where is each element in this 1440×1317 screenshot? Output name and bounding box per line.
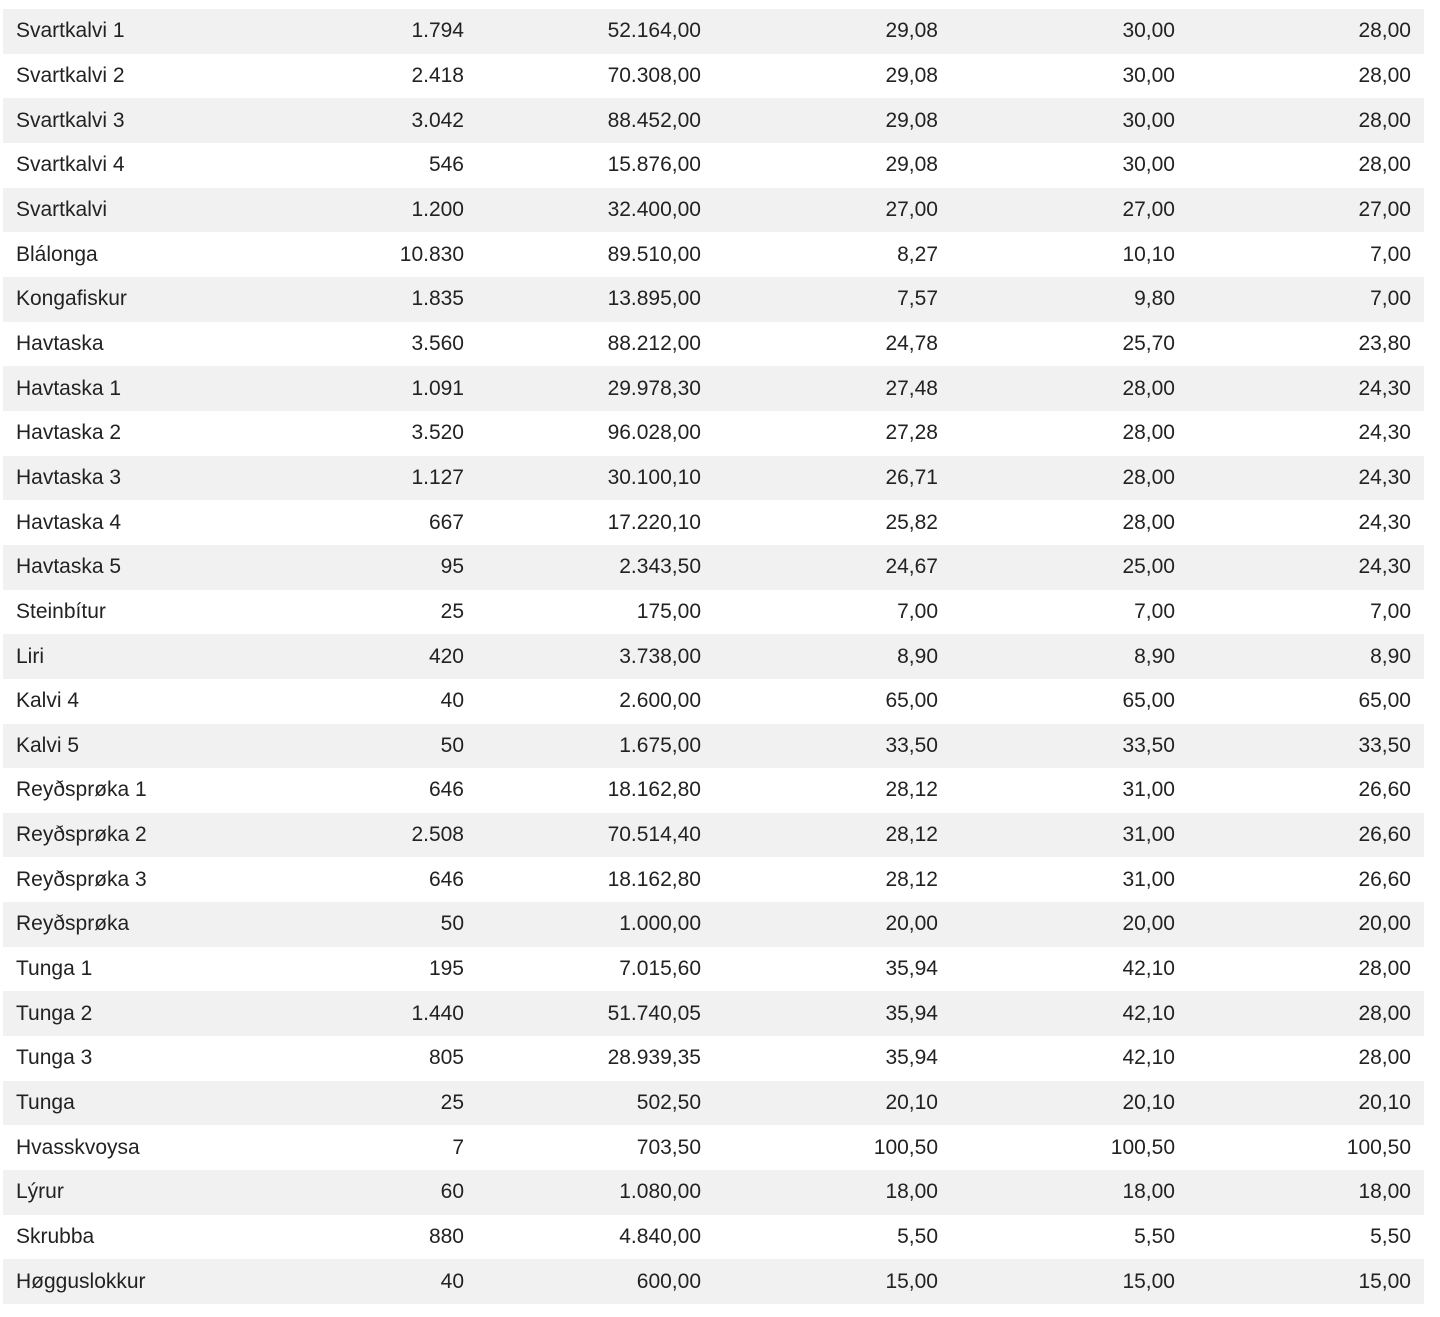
table-row [3,500,1424,545]
total-value-cell: 15.876,00 [477,143,714,188]
table-row [3,232,1424,277]
fish-prices-table [3,9,1424,1304]
average-price-cell: 35,94 [714,1036,951,1081]
table-row [3,456,1424,501]
average-price-cell: 35,94 [714,947,951,992]
max-price-cell: 18,00 [951,1170,1188,1215]
max-price-cell: 28,00 [951,456,1188,501]
species-cell: Blálonga [3,232,240,277]
total-value-cell: 1.080,00 [477,1170,714,1215]
min-price-cell: 15,00 [1188,1259,1424,1304]
species-cell: Svartkalvi [3,188,240,233]
species-cell: Høgguslokkur [3,1259,240,1304]
species-cell: Havtaska 1 [3,366,240,411]
quantity-cell: 25 [240,590,477,635]
table-row [3,1170,1424,1215]
species-cell: Liri [3,634,240,679]
average-price-cell: 5,50 [714,1215,951,1260]
table-row [3,813,1424,858]
average-price-cell: 27,28 [714,411,951,456]
quantity-cell: 50 [240,724,477,769]
quantity-cell: 880 [240,1215,477,1260]
table-body [3,9,1424,1304]
max-price-cell: 42,10 [951,991,1188,1036]
total-value-cell: 88.452,00 [477,98,714,143]
max-price-cell: 30,00 [951,9,1188,54]
max-price-cell: 8,90 [951,634,1188,679]
min-price-cell: 23,80 [1188,322,1424,367]
quantity-cell: 546 [240,143,477,188]
table-row [3,1125,1424,1170]
total-value-cell: 88.212,00 [477,322,714,367]
species-cell: Kalvi 5 [3,724,240,769]
quantity-cell: 195 [240,947,477,992]
table-row [3,590,1424,635]
average-price-cell: 100,50 [714,1125,951,1170]
total-value-cell: 18.162,80 [477,768,714,813]
average-price-cell: 27,00 [714,188,951,233]
species-cell: Kalvi 4 [3,679,240,724]
quantity-cell: 1.091 [240,366,477,411]
quantity-cell: 1.200 [240,188,477,233]
total-value-cell: 28.939,35 [477,1036,714,1081]
average-price-cell: 25,82 [714,500,951,545]
total-value-cell: 18.162,80 [477,857,714,902]
max-price-cell: 30,00 [951,54,1188,99]
quantity-cell: 3.520 [240,411,477,456]
table-row [3,1036,1424,1081]
quantity-cell: 95 [240,545,477,590]
max-price-cell: 25,00 [951,545,1188,590]
max-price-cell: 33,50 [951,724,1188,769]
species-cell: Kongafiskur [3,277,240,322]
total-value-cell: 96.028,00 [477,411,714,456]
quantity-cell: 10.830 [240,232,477,277]
quantity-cell: 2.508 [240,813,477,858]
total-value-cell: 30.100,10 [477,456,714,501]
species-cell: Steinbítur [3,590,240,635]
species-cell: Reyðsprøka 1 [3,768,240,813]
min-price-cell: 28,00 [1188,98,1424,143]
min-price-cell: 33,50 [1188,724,1424,769]
average-price-cell: 35,94 [714,991,951,1036]
min-price-cell: 8,90 [1188,634,1424,679]
quantity-cell: 40 [240,1259,477,1304]
max-price-cell: 65,00 [951,679,1188,724]
total-value-cell: 70.308,00 [477,54,714,99]
species-cell: Hvasskvoysa [3,1125,240,1170]
quantity-cell: 50 [240,902,477,947]
max-price-cell: 25,70 [951,322,1188,367]
min-price-cell: 26,60 [1188,857,1424,902]
quantity-cell: 1.440 [240,991,477,1036]
average-price-cell: 29,08 [714,9,951,54]
species-cell: Reyðsprøka 2 [3,813,240,858]
quantity-cell: 667 [240,500,477,545]
species-cell: Svartkalvi 2 [3,54,240,99]
min-price-cell: 18,00 [1188,1170,1424,1215]
total-value-cell: 1.675,00 [477,724,714,769]
min-price-cell: 24,30 [1188,456,1424,501]
average-price-cell: 29,08 [714,143,951,188]
quantity-cell: 646 [240,768,477,813]
species-cell: Reyðsprøka [3,902,240,947]
table-row [3,9,1424,54]
table-row [3,857,1424,902]
species-cell: Skrubba [3,1215,240,1260]
average-price-cell: 26,71 [714,456,951,501]
average-price-cell: 8,27 [714,232,951,277]
max-price-cell: 28,00 [951,366,1188,411]
max-price-cell: 28,00 [951,411,1188,456]
min-price-cell: 65,00 [1188,679,1424,724]
max-price-cell: 42,10 [951,1036,1188,1081]
table-row [3,724,1424,769]
total-value-cell: 70.514,40 [477,813,714,858]
species-cell: Lýrur [3,1170,240,1215]
table-row [3,411,1424,456]
min-price-cell: 5,50 [1188,1215,1424,1260]
min-price-cell: 7,00 [1188,277,1424,322]
table-row [3,143,1424,188]
average-price-cell: 8,90 [714,634,951,679]
total-value-cell: 4.840,00 [477,1215,714,1260]
table-row [3,902,1424,947]
species-cell: Havtaska [3,322,240,367]
max-price-cell: 42,10 [951,947,1188,992]
table-row [3,947,1424,992]
species-cell: Tunga 3 [3,1036,240,1081]
average-price-cell: 65,00 [714,679,951,724]
average-price-cell: 33,50 [714,724,951,769]
max-price-cell: 31,00 [951,813,1188,858]
total-value-cell: 17.220,10 [477,500,714,545]
max-price-cell: 5,50 [951,1215,1188,1260]
total-value-cell: 32.400,00 [477,188,714,233]
table-row [3,1259,1424,1304]
table-row [3,768,1424,813]
max-price-cell: 100,50 [951,1125,1188,1170]
min-price-cell: 100,50 [1188,1125,1424,1170]
table-row [3,188,1424,233]
species-cell: Tunga 2 [3,991,240,1036]
min-price-cell: 28,00 [1188,54,1424,99]
total-value-cell: 29.978,30 [477,366,714,411]
average-price-cell: 28,12 [714,857,951,902]
quantity-cell: 805 [240,1036,477,1081]
min-price-cell: 20,10 [1188,1081,1424,1126]
table-row [3,366,1424,411]
quantity-cell: 1.794 [240,9,477,54]
table-row [3,1215,1424,1260]
total-value-cell: 51.740,05 [477,991,714,1036]
average-price-cell: 18,00 [714,1170,951,1215]
min-price-cell: 27,00 [1188,188,1424,233]
species-cell: Havtaska 5 [3,545,240,590]
quantity-cell: 60 [240,1170,477,1215]
min-price-cell: 26,60 [1188,813,1424,858]
total-value-cell: 89.510,00 [477,232,714,277]
table-row [3,277,1424,322]
total-value-cell: 3.738,00 [477,634,714,679]
table-row [3,679,1424,724]
total-value-cell: 2.600,00 [477,679,714,724]
table-row [3,54,1424,99]
average-price-cell: 29,08 [714,54,951,99]
average-price-cell: 24,67 [714,545,951,590]
min-price-cell: 24,30 [1188,500,1424,545]
total-value-cell: 175,00 [477,590,714,635]
quantity-cell: 1.835 [240,277,477,322]
average-price-cell: 7,00 [714,590,951,635]
min-price-cell: 20,00 [1188,902,1424,947]
min-price-cell: 28,00 [1188,1036,1424,1081]
max-price-cell: 30,00 [951,98,1188,143]
quantity-cell: 2.418 [240,54,477,99]
quantity-cell: 646 [240,857,477,902]
table-row [3,98,1424,143]
total-value-cell: 703,50 [477,1125,714,1170]
max-price-cell: 20,10 [951,1081,1188,1126]
max-price-cell: 31,00 [951,857,1188,902]
total-value-cell: 52.164,00 [477,9,714,54]
species-cell: Havtaska 4 [3,500,240,545]
total-value-cell: 2.343,50 [477,545,714,590]
average-price-cell: 20,00 [714,902,951,947]
min-price-cell: 24,30 [1188,545,1424,590]
total-value-cell: 13.895,00 [477,277,714,322]
total-value-cell: 7.015,60 [477,947,714,992]
quantity-cell: 3.560 [240,322,477,367]
quantity-cell: 25 [240,1081,477,1126]
min-price-cell: 28,00 [1188,991,1424,1036]
average-price-cell: 29,08 [714,98,951,143]
table-row [3,1081,1424,1126]
min-price-cell: 7,00 [1188,590,1424,635]
quantity-cell: 3.042 [240,98,477,143]
min-price-cell: 7,00 [1188,232,1424,277]
species-cell: Svartkalvi 3 [3,98,240,143]
species-cell: Reyðsprøka 3 [3,857,240,902]
max-price-cell: 31,00 [951,768,1188,813]
species-cell: Tunga 1 [3,947,240,992]
max-price-cell: 28,00 [951,500,1188,545]
average-price-cell: 28,12 [714,813,951,858]
total-value-cell: 600,00 [477,1259,714,1304]
max-price-cell: 10,10 [951,232,1188,277]
table-row [3,991,1424,1036]
total-value-cell: 502,50 [477,1081,714,1126]
average-price-cell: 27,48 [714,366,951,411]
species-cell: Svartkalvi 1 [3,9,240,54]
min-price-cell: 28,00 [1188,947,1424,992]
species-cell: Tunga [3,1081,240,1126]
species-cell: Svartkalvi 4 [3,143,240,188]
species-cell: Havtaska 2 [3,411,240,456]
species-cell: Havtaska 3 [3,456,240,501]
average-price-cell: 15,00 [714,1259,951,1304]
fish-prices-table-container [3,9,1424,1304]
average-price-cell: 28,12 [714,768,951,813]
table-row [3,322,1424,367]
max-price-cell: 27,00 [951,188,1188,233]
max-price-cell: 30,00 [951,143,1188,188]
table-row [3,545,1424,590]
max-price-cell: 20,00 [951,902,1188,947]
table-row [3,634,1424,679]
average-price-cell: 24,78 [714,322,951,367]
min-price-cell: 26,60 [1188,768,1424,813]
min-price-cell: 24,30 [1188,411,1424,456]
max-price-cell: 7,00 [951,590,1188,635]
min-price-cell: 28,00 [1188,143,1424,188]
average-price-cell: 7,57 [714,277,951,322]
quantity-cell: 1.127 [240,456,477,501]
quantity-cell: 40 [240,679,477,724]
quantity-cell: 420 [240,634,477,679]
min-price-cell: 24,30 [1188,366,1424,411]
min-price-cell: 28,00 [1188,9,1424,54]
quantity-cell: 7 [240,1125,477,1170]
max-price-cell: 15,00 [951,1259,1188,1304]
total-value-cell: 1.000,00 [477,902,714,947]
max-price-cell: 9,80 [951,277,1188,322]
average-price-cell: 20,10 [714,1081,951,1126]
